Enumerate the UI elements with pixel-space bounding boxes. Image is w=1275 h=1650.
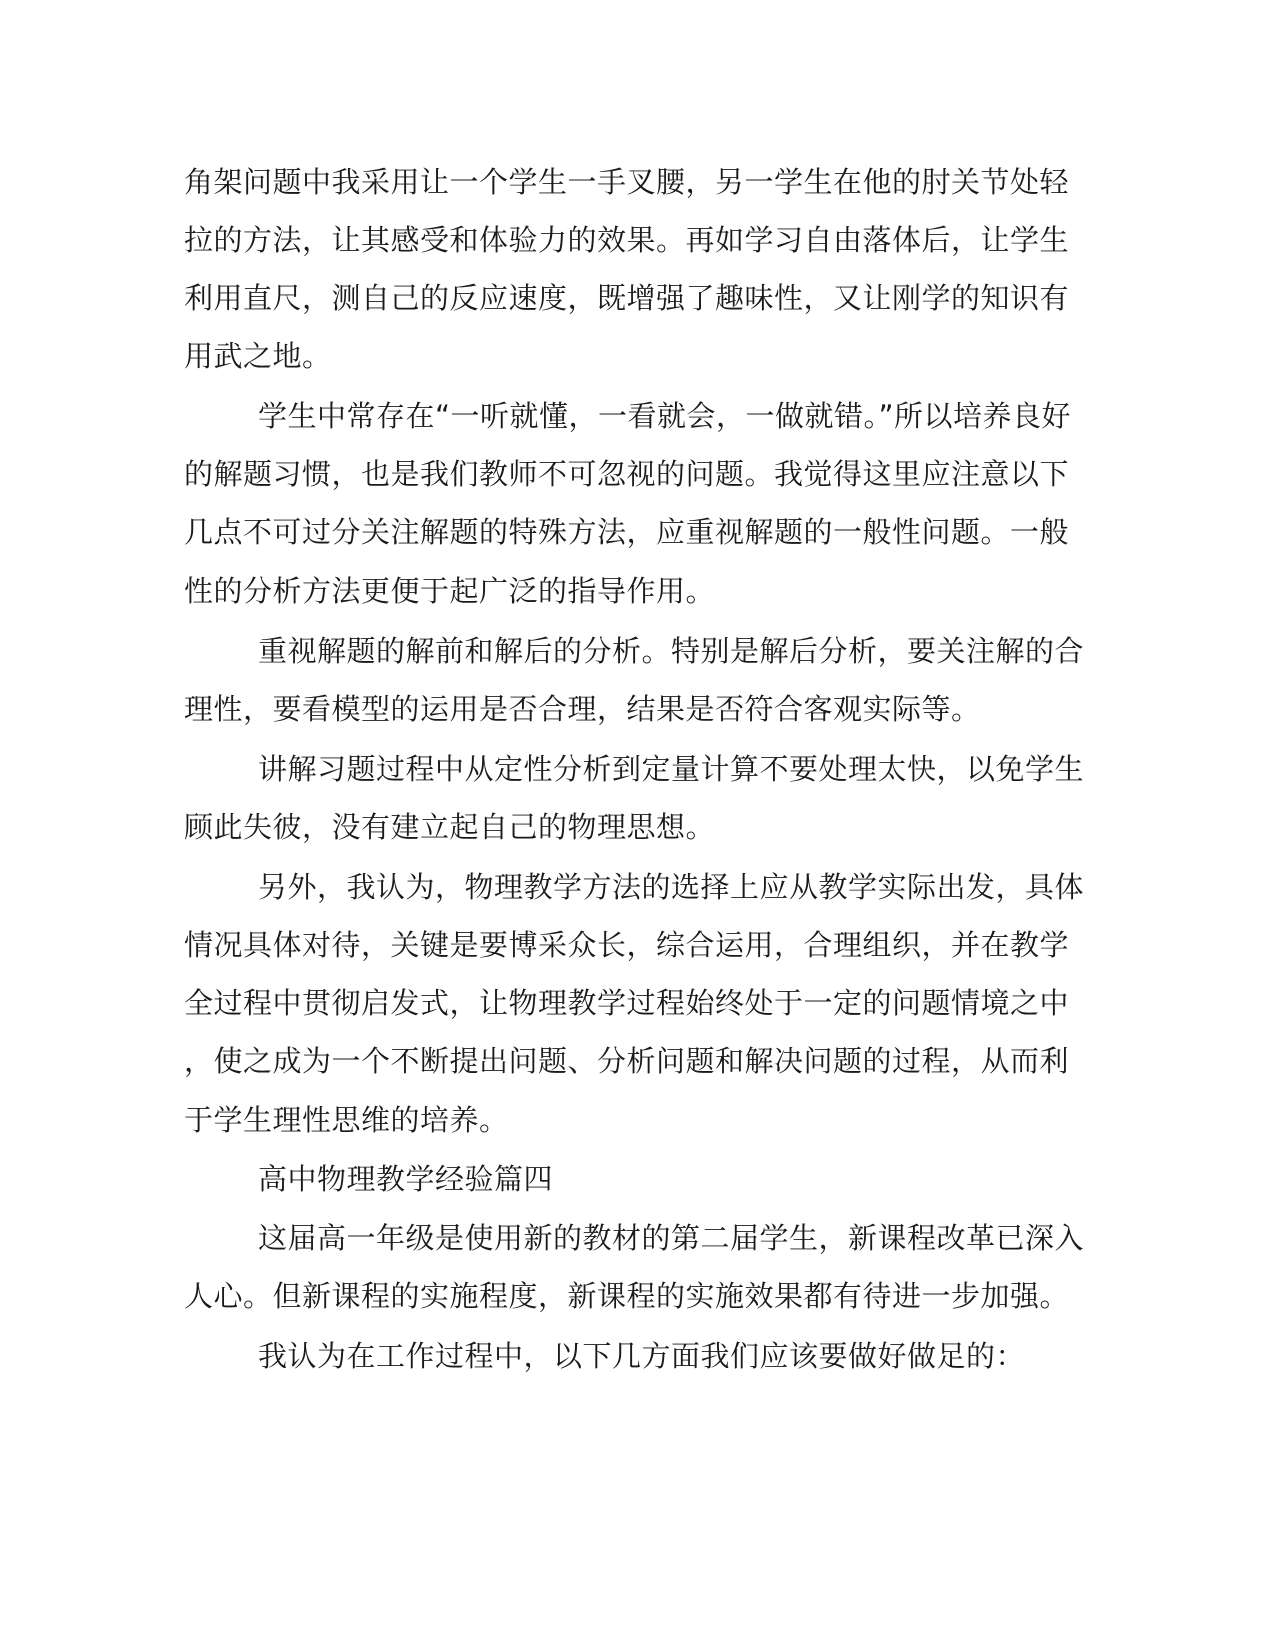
text-line: 于学生理性思维的培养。 (184, 1103, 509, 1137)
text-line: 重视解题的解前和解后的分析。特别是解后分析，要关注解的合 (258, 634, 1085, 668)
text-line: 全过程中贯彻启发式，让物理教学过程始终处于一定的问题情境之中 (184, 986, 1070, 1020)
text-line: 学生中常存在“一听就懂，一看就会，一做就错。”所以培养良好 (258, 399, 1072, 433)
section-heading: 高中物理教学经验篇四 (258, 1162, 554, 1196)
text-line: 利用直尺，测自己的反应速度，既增强了趣味性，又让刚学的知识有 (184, 281, 1070, 315)
text-line: 理性，要看模型的运用是否合理，结果是否符合客观实际等。 (184, 692, 981, 726)
text-line: 另外，我认为，物理教学方法的选择上应从教学实际出发，具体 (258, 870, 1085, 904)
text-line: 这届高一年级是使用新的教材的第二届学生，新课程改革已深入 (258, 1221, 1085, 1255)
text-line: 几点不可过分关注解题的特殊方法，应重视解题的一般性问题。一般 (184, 515, 1070, 549)
text-line: 性的分析方法更便于起广泛的指导作用。 (184, 574, 716, 608)
text-line: 顾此失彼，没有建立起自己的物理思想。 (184, 810, 716, 844)
text-line: 情况具体对待，关键是要博采众长，综合运用，合理组织，并在教学 (184, 928, 1070, 962)
text-line: 讲解习题过程中从定性分析到定量计算不要处理太快，以免学生 (258, 752, 1085, 786)
text-line: 拉的方法，让其感受和体验力的效果。再如学习自由落体后，让学生 (184, 223, 1070, 257)
text-line: 的解题习惯，也是我们教师不可忽视的问题。我觉得这里应注意以下 (184, 457, 1070, 491)
text-line: 角架问题中我采用让一个学生一手叉腰，另一学生在他的肘关节处轻 (184, 165, 1070, 199)
text-line: 用武之地。 (184, 339, 332, 373)
text-line: ，使之成为一个不断提出问题、分析问题和解决问题的过程，从而利 (184, 1044, 1070, 1078)
text-line: 人心。但新课程的实施程度，新课程的实施效果都有待进一步加强。 (184, 1279, 1070, 1313)
text-line: 我认为在工作过程中，以下几方面我们应该要做好做足的： (258, 1339, 1026, 1373)
